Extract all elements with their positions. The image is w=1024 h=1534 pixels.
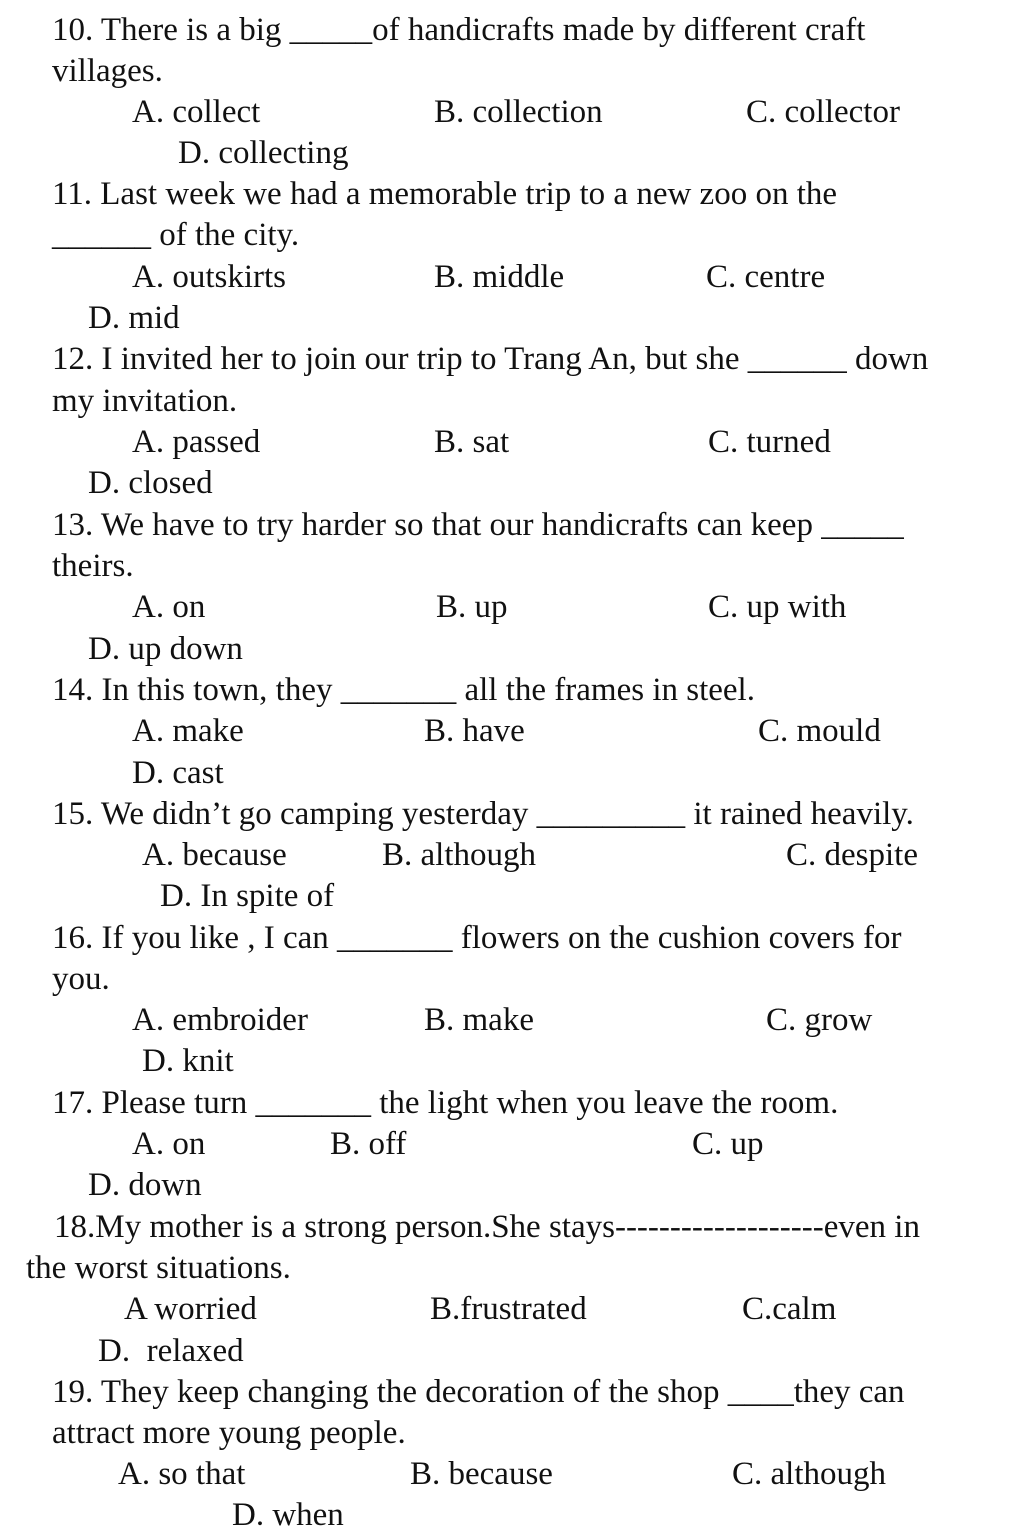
question-15-option-d: D. In spite of [160, 878, 335, 914]
question-19-option-b: B. because [410, 1456, 553, 1492]
question-11-option-c: C. centre [706, 259, 826, 295]
question-19-option-c: C. although [732, 1456, 886, 1492]
question-10-option-a: A. collect [132, 94, 261, 130]
question-11-stem-line-1: 11. Last week we had a memorable trip to a new zoo on the [52, 176, 838, 212]
question-18-option-b: B.frustrated [430, 1291, 587, 1327]
question-16-option-d: D. knit [142, 1043, 234, 1079]
question-12-stem-line-2: my invitation. [52, 383, 238, 419]
question-15-option-b: B. although [382, 837, 536, 873]
question-14-option-c: C. mould [758, 713, 881, 749]
question-14-option-a: A. make [132, 713, 244, 749]
question-17-option-d: D. down [88, 1167, 202, 1203]
question-17-option-c: C. up [692, 1126, 764, 1162]
question-14-stem-line-1: 14. In this town, they _______ all the frames in steel. [52, 672, 755, 708]
question-12-option-b: B. sat [434, 424, 510, 460]
question-13-option-c: C. up with [708, 589, 847, 625]
question-17-option-a: A. on [132, 1126, 206, 1162]
question-19-option-d: D. when [232, 1497, 344, 1533]
question-10-option-c: C. collector [746, 94, 900, 130]
question-17-stem-line-1: 17. Please turn _______ the light when you leave the room. [52, 1085, 839, 1121]
question-12-option-d: D. closed [88, 465, 213, 501]
question-13-stem-line-1: 13. We have to try harder so that our handicrafts can keep _____ [52, 507, 904, 543]
question-16-stem-line-1: 16. If you like , I can _______ flowers on the cushion covers for [52, 920, 902, 956]
question-11-stem-line-2: ______ of the city. [52, 217, 300, 253]
question-12-stem-line-1: 12. I invited her to join our trip to Trang An, but she ______ down [52, 341, 929, 377]
question-16-option-c: C. grow [766, 1002, 873, 1038]
question-16-stem-line-2: you. [52, 961, 110, 997]
question-15-option-a: A. because [142, 837, 287, 873]
question-16-option-b: B. make [424, 1002, 534, 1038]
question-12-option-c: C. turned [708, 424, 831, 460]
question-10-stem-line-1: 10. There is a big _____of handicrafts made by different craft [52, 12, 866, 48]
question-18-option-a: A worried [124, 1291, 257, 1327]
question-14-option-b: B. have [424, 713, 525, 749]
question-19-stem-line-2: attract more young people. [52, 1415, 406, 1451]
question-11-option-a: A. outskirts [132, 259, 287, 295]
question-13-option-d: D. up down [88, 631, 243, 667]
question-11-option-d: D. mid [88, 300, 180, 336]
question-15-option-c: C. despite [786, 837, 918, 873]
question-19-option-a: A. so that [118, 1456, 246, 1492]
question-12-option-a: A. passed [132, 424, 261, 460]
question-19-stem-line-1: 19. They keep changing the decoration of the shop ____they can [52, 1374, 905, 1410]
question-11-option-b: B. middle [434, 259, 565, 295]
question-13-option-a: A. on [132, 589, 206, 625]
question-18-option-d: D. relaxed [98, 1333, 244, 1369]
question-14-option-d: D. cast [132, 755, 224, 791]
question-13-option-b: B. up [436, 589, 508, 625]
question-17-option-b: B. off [330, 1126, 407, 1162]
question-10-stem-line-2: villages. [52, 53, 163, 89]
question-18-option-c: C.calm [742, 1291, 837, 1327]
question-10-option-d: D. collecting [178, 135, 349, 171]
question-15-stem-line-1: 15. We didn’t go camping yesterday _________ it rained heavily. [52, 796, 914, 832]
question-16-option-a: A. embroider [132, 1002, 308, 1038]
question-13-stem-line-2: theirs. [52, 548, 134, 584]
question-18-stem-line-2: the worst situations. [26, 1250, 291, 1286]
question-10-option-b: B. collection [434, 94, 603, 130]
question-18-stem-line-1: 18.My mother is a strong person.She stays-------------------even in [54, 1209, 920, 1245]
